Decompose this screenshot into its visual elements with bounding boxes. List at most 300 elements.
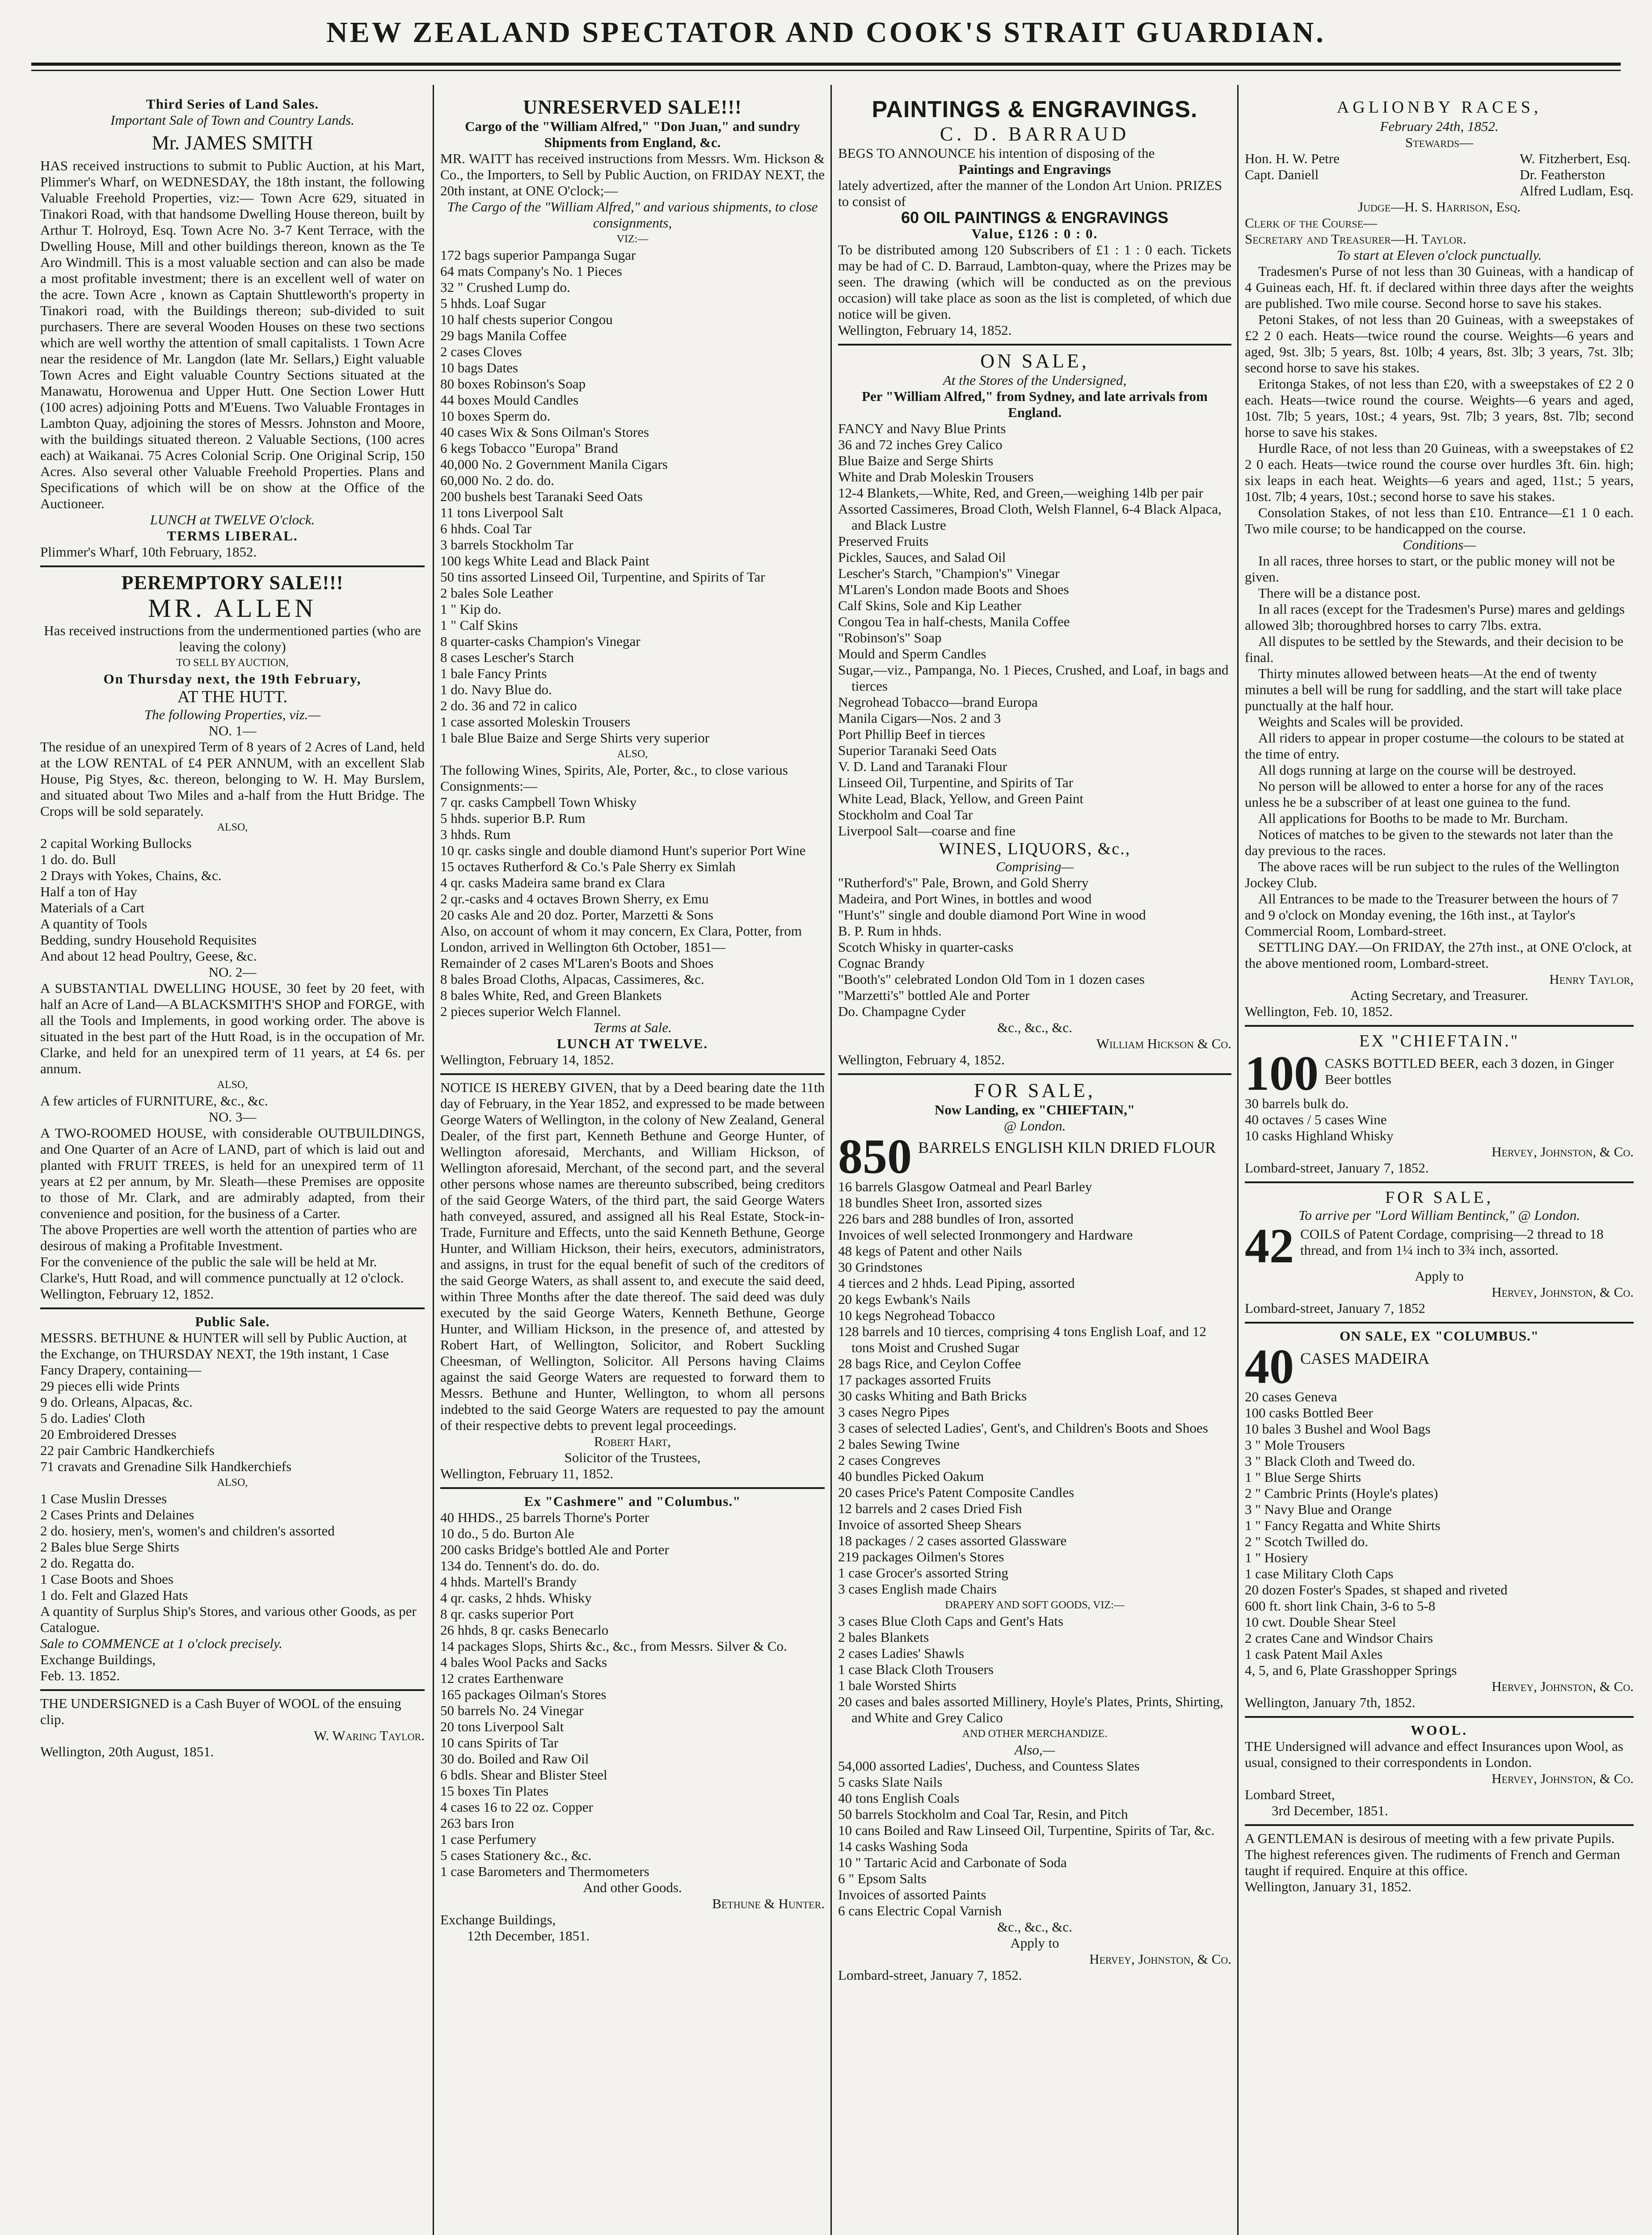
notice-sig: Robert Hart, xyxy=(594,1434,671,1449)
masthead: NEW ZEALAND SPECTATOR AND COOK'S STRAIT GUARDIAN. xyxy=(326,16,1326,49)
columbus-number: 40 xyxy=(1245,1344,1294,1389)
list-item: 7 qr. casks Campbell Town Whisky xyxy=(440,794,637,810)
wines-sig: William Hickson & Co. xyxy=(1096,1036,1231,1051)
column-4 xyxy=(1245,96,1634,2235)
list-item: White Lead, Black, Yellow, and Green Paint xyxy=(838,791,1083,806)
list-item: 3 " Black Cloth and Tweed do. xyxy=(1245,1453,1415,1469)
wool-place: Lombard Street, xyxy=(1245,1787,1335,1802)
list-item: 6 bdls. Shear and Blister Steel xyxy=(440,1767,607,1783)
cashmere-place: Exchange Buildings, xyxy=(440,1912,556,1927)
other-merch: AND OTHER MERCHANDIZE. xyxy=(962,1728,1108,1740)
races-judge: Judge—H. S. Harrison, Esq. xyxy=(1357,199,1521,215)
list-item: 50 tins assorted Linseed Oil, Turpentine, and Spirits of Tar xyxy=(440,569,765,585)
wool-buyer-date: Wellington, 20th August, 1851. xyxy=(40,1744,214,1759)
list-item: 40 octaves / 5 cases Wine xyxy=(1245,1112,1387,1127)
list-item: 8 qr. casks superior Port xyxy=(440,1606,574,1622)
land-body: HAS received instructions to submit to Public Auction, at his Mart, Plimmer's Wharf, on WEDNESDAY, the 18th instant, the following Valuable Freehold Properties, viz:— Town Acre 629, situated in Tinakori Road, with that handsome Dwelling House thereon, built by Arthur T. Holroyd, Esq. Town Acre No. 3-7 Kent Terrace, with the Dwelling House, Mill and other buildings thereon, known as the Te Aro Windmill. This is a most valuable section and can also be made a most profitable investment; there is an excellent well of water on the acre. Town Acre , known as Captain Shuttleworth's property in Tinakori road, with the Buildings thereon; sub-divided to suit purchasers. There are several Wooden Houses on these two sections which are well worthy the attention of small capitalists. 1 Town Acre near the residence of Mr. Langdon (late Mr. Sellars,) Eight valuable Town Acres and Eight valuable Country Sections situated at the Manawatu, Horowenua and Upper Hutt. One Section Lower Hutt (100 acres) adjoining Potts and M'Euens. Two Valuable Frontages in Lambton Quay, adjoining the stores of Messrs. Johnston and Moore, with the buildings situated thereon. 2 Valuable Sections, (100 acres each) at Waikanai. 75 Acres Colonial Scrip. One Original Scrip, 150 Acres. Also several other Valuable Freehold Properties. Plans and Specifications of which will be on show at the Office of the Auctioneer. xyxy=(40,158,425,511)
unreserved-date: Wellington, February 14, 1852. xyxy=(440,1052,614,1067)
chief-date: Lombard-street, January 7, 1852. xyxy=(1245,1160,1429,1176)
list-item: 4 hhds. Martell's Brandy xyxy=(440,1574,577,1590)
also-items xyxy=(838,1758,1231,1935)
list-item: "Rutherford's" Pale, Brown, and Gold Sherry xyxy=(838,875,1089,890)
public-date: Feb. 13. 1852. xyxy=(40,1668,120,1683)
wool-advance-ad xyxy=(1245,1722,1634,1819)
list-item: 22 pair Cambric Handkerchiefs xyxy=(40,1442,215,1458)
list-item: 5 hhds. superior B.P. Rum xyxy=(440,810,586,826)
list-item: 6 " Epsom Salts xyxy=(838,1871,927,1886)
list-item: 20 tons Liverpool Salt xyxy=(440,1719,564,1734)
list-item: 12-4 Blankets,—White, Red, and Green,—weighing 14lb per pair xyxy=(838,485,1203,501)
aglionby-races-ad xyxy=(1245,96,1634,1020)
peremptory-no2-body: A SUBSTANTIAL DWELLING HOUSE, 30 feet by 20 feet, with half an Acre of Land—A BLACKSMITH'S SHOP and FORGE, with all the Tools and Implements, in good working order. The above is situated in the best part of the Hutt Road, is in the occupation of Mr. Clarke, and held for an unexpired term of 11 years, at £4 6s. per annum. xyxy=(40,980,425,1076)
list-item: 40 HHDS., 25 barrels Thorne's Porter xyxy=(440,1510,649,1525)
bentinck-date: Lombard-street, January 7, 1852 xyxy=(1245,1300,1425,1316)
wines-date: Wellington, February 4, 1852. xyxy=(838,1052,1005,1067)
list-item: 200 bushels best Taranaki Seed Oats xyxy=(440,489,643,504)
wool-buyer-sig: W. Waring Taylor. xyxy=(314,1728,425,1743)
list-item: 15 boxes Tin Plates xyxy=(440,1783,549,1799)
land-date: Plimmer's Wharf, 10th February, 1852. xyxy=(40,544,257,560)
list-item: 1 " Hosiery xyxy=(1245,1550,1308,1565)
forsale-sig: Hervey, Johnston, & Co. xyxy=(1089,1951,1231,1967)
list-item: A quantity of Tools xyxy=(40,916,148,932)
wool-title: WOOL. xyxy=(1411,1722,1468,1738)
list-item: 2 crates Cane and Windsor Chairs xyxy=(1245,1630,1433,1646)
land-terms: TERMS LIBERAL. xyxy=(167,528,298,544)
paintings-body2: Paintings and Engravings xyxy=(958,161,1111,177)
list-item: 32 " Crushed Lump do. xyxy=(440,279,570,295)
list-item: 54,000 assorted Ladies', Duchess, and Countess Slates xyxy=(838,1758,1140,1774)
list-item: 71 cravats and Grenadine Silk Handkerchiefs xyxy=(40,1459,292,1474)
columbus-ad xyxy=(1245,1328,1634,1711)
cashmere-sig: Bethune & Hunter. xyxy=(712,1896,825,1911)
races-clerk: Clerk of the Course— xyxy=(1245,215,1378,231)
column-2 xyxy=(440,96,825,2235)
list-item: 12 crates Earthenware xyxy=(440,1670,564,1686)
list-item: Scotch Whisky in quarter-casks xyxy=(838,939,1014,955)
paintings-title: PAINTINGS & ENGRAVINGS. xyxy=(872,97,1198,122)
race-entry: Eritonga Stakes, of not less than £20, with a sweepstakes of £2 2 0 each. Heats—twice round the course. Weights—6 years and aged, 10st. 7lb; 5 years, 10st.; 4 years, 9st. 7lb; 3 years, 8st. 7lb; second horse to save his stakes. xyxy=(1245,376,1634,440)
unreserved-wines xyxy=(440,794,825,923)
list-item: 3 " Mole Trousers xyxy=(1245,1437,1345,1453)
unreserved-sale-ad xyxy=(440,96,825,1068)
condition: Weights and Scales will be provided. xyxy=(1258,714,1463,730)
list-item: 20 dozen Foster's Spades, st shaped and riveted xyxy=(1245,1582,1508,1598)
list-item: Stockholm and Coal Tar xyxy=(838,807,973,822)
list-item: 60,000 No. 2 do. do. xyxy=(440,472,554,488)
list-item: 3 hhds. Rum xyxy=(440,827,511,842)
list-item: 50 barrels Stockholm and Coal Tar, Resin, and Pitch xyxy=(838,1806,1128,1822)
masthead-rule-top xyxy=(31,63,1621,66)
cashmere-title: Ex "Cashmere" and "Columbus." xyxy=(524,1493,741,1509)
bentinck-lead-row xyxy=(1245,1223,1634,1268)
list-item: Invoices of assorted Paints xyxy=(838,1887,986,1902)
wines-items xyxy=(838,875,1231,1036)
peremptory-furniture: A few articles of FURNITURE, &c., &c. xyxy=(40,1093,268,1109)
list-item: 1 case Barometers and Thermometers xyxy=(440,1864,649,1879)
list-item: 10 qr. casks single and double diamond Hunt's superior Port Wine xyxy=(440,843,806,858)
steward-name: Alfred Ludlam, Esq. xyxy=(1520,183,1634,198)
forsale-lead: BARRELS ENGLISH KILN DRIED FLOUR xyxy=(918,1139,1216,1156)
list-item: 10 cwt. Double Shear Steel xyxy=(1245,1614,1396,1630)
list-item: "Marzetti's" bottled Ale and Porter xyxy=(838,987,1030,1003)
list-item: ALSO, xyxy=(217,1477,248,1489)
steward-name: Hon. H. W. Petre xyxy=(1245,151,1340,166)
chieftain-beer-ad xyxy=(1245,1031,1634,1176)
list-item: 20 cases Geneva xyxy=(1245,1389,1337,1404)
list-item: 10 bales 3 Bushel and Wool Bags xyxy=(1245,1421,1431,1437)
list-item: 3 cases English made Chairs xyxy=(838,1581,997,1597)
public-place: Exchange Buildings, xyxy=(40,1652,156,1667)
on-sale-per: Per "William Alfred," from Sydney, and late arrivals from England. xyxy=(862,388,1208,420)
list-item: 2 capital Working Bullocks xyxy=(40,835,192,851)
list-item: 1 case Black Cloth Trousers xyxy=(838,1661,994,1677)
conditions-list xyxy=(1245,553,1634,971)
list-item: 263 bars Iron xyxy=(440,1815,514,1831)
list-item: 29 pieces elli wide Prints xyxy=(40,1378,180,1394)
list-item: 1 Case Muslin Dresses xyxy=(40,1491,167,1506)
list-item: 1 case Grocer's assorted String xyxy=(838,1565,1008,1581)
races-date: February 24th, 1852. xyxy=(1380,118,1499,134)
paintings-body3: lately advertized, after the manner of the London Art Union. PRIZES to consist of xyxy=(838,177,1222,209)
also-heading: Also,— xyxy=(1014,1742,1055,1758)
list-item: "Robinson's" Soap xyxy=(838,630,942,645)
cashmere-other: And other Goods. xyxy=(583,1880,682,1895)
separator xyxy=(40,565,425,567)
list-item: 30 casks Whiting and Bath Bricks xyxy=(838,1388,1027,1404)
races-title: AGLIONBY RACES, xyxy=(1336,98,1542,117)
bentinck-apply: Apply to xyxy=(1415,1268,1464,1284)
public-title: Public Sale. xyxy=(195,1314,270,1329)
peremptory-to-sell: TO SELL BY AUCTION, xyxy=(176,657,289,669)
list-item: 100 kegs White Lead and Black Paint xyxy=(440,553,649,569)
drapery-heading: DRAPERY AND SOFT GOODS, VIZ:— xyxy=(945,1599,1125,1611)
list-item: 5 hhds. Loaf Sugar xyxy=(440,295,546,311)
wool-buyer-ad xyxy=(40,1695,425,1760)
list-item: &c., &c., &c. xyxy=(997,1020,1072,1035)
land-subheading: Important Sale of Town and Country Lands. xyxy=(110,112,354,128)
gentleman-body: A GENTLEMAN is desirous of meeting with a few private Pupils. The highest references given. The rudiments of French and German taught if required. Enquire at this office. xyxy=(1245,1830,1620,1878)
list-item: 10 " Tartaric Acid and Carbonate of Soda xyxy=(838,1855,1067,1870)
list-item: Congou Tea in half-chests, Manila Coffee xyxy=(838,614,1070,629)
column-divider-2 xyxy=(830,85,832,2235)
list-item: 2 bales Sole Leather xyxy=(440,585,553,601)
list-item: 3 cases Blue Cloth Caps and Gent's Hats xyxy=(838,1613,1064,1629)
list-item: Assorted Cassimeres, Broad Cloth, Welsh Flannel, 6-4 Black Alpaca, and Black Lustre xyxy=(838,501,1222,533)
land-lunch: LUNCH at TWELVE O'clock. xyxy=(150,512,315,527)
race-entry: Tradesmen's Purse of not less than 30 Guineas, with a handicap of 4 Guineas each, Hf. ft. if declared within three days after the weights are published. Two mile course. Second horse to save his stakes. xyxy=(1245,263,1634,311)
list-item: 40 bundles Picked Oakum xyxy=(838,1468,984,1484)
chief-title: EX "CHIEFTAIN." xyxy=(1359,1032,1520,1050)
list-item: 226 bars and 288 bundles of Iron, assorted xyxy=(838,1211,1074,1227)
list-item: 8 bales Broad Cloths, Alpacas, Cassimeres, &c. xyxy=(440,971,704,987)
list-item: Preserved Fruits xyxy=(838,533,929,549)
peremptory-title: PEREMPTORY SALE!!! xyxy=(121,572,344,594)
gentleman-ad xyxy=(1245,1830,1634,1895)
list-item: 2 cases Ladies' Shawls xyxy=(838,1645,964,1661)
list-item: 134 do. Tennent's do. do. do. xyxy=(440,1558,600,1573)
public-end: A quantity of Surplus Ship's Stores, and various other Goods, as per Catalogue. xyxy=(40,1603,417,1635)
list-item: M'Laren's London made Boots and Shoes xyxy=(838,582,1069,597)
list-item: 2 cases Congreves xyxy=(838,1452,940,1468)
race-entry: Consolation Stakes, of not less than £10. Entrance—£1 1 0 each. Two mile course; to be handicapped on the course. xyxy=(1245,505,1634,536)
list-item: 29 bags Manila Coffee xyxy=(440,328,567,343)
column-divider-1 xyxy=(433,85,434,2235)
wool-buyer-body: THE UNDERSIGNED is a Cash Buyer of WOOL of the ensuing clip. xyxy=(40,1695,401,1727)
list-item: 64 mats Company's No. 1 Pieces xyxy=(440,263,622,279)
list-item: 18 packages / 2 cases assorted Glassware xyxy=(838,1533,1067,1548)
list-item: 6 hhds. Coal Tar xyxy=(440,521,531,536)
list-item: 5 casks Slate Nails xyxy=(838,1774,943,1790)
list-item: Bedding, sundry Household Requisites xyxy=(40,932,257,948)
list-item: 6 kegs Tobacco "Europa" Brand xyxy=(440,440,618,456)
columbus-date: Wellington, January 7th, 1852. xyxy=(1245,1695,1416,1710)
list-item: Do. Champagne Cyder xyxy=(838,1004,965,1019)
public-body: MESSRS. BETHUNE & HUNTER will sell by Public Auction, at the Exchange, on THURSDAY NEXT, the 19th instant, 1 Case Fancy Drapery, containing— xyxy=(40,1330,407,1378)
list-item: 2 " Scotch Twilled do. xyxy=(1245,1534,1368,1549)
list-item: 50 barrels No. 24 Vinegar xyxy=(440,1703,584,1718)
paintings-body1: BEGS TO ANNOUNCE his intention of disposing of the xyxy=(838,145,1155,161)
list-item: Mould and Sperm Candles xyxy=(838,646,986,662)
steward-name: Capt. Daniell xyxy=(1245,167,1319,182)
list-item: 1 " Calf Skins xyxy=(440,617,518,633)
unreserved-wines-intro: The following Wines, Spirits, Ale, Porter, &c., to close various Consignments:— xyxy=(440,762,788,794)
peremptory-no3: NO. 3— xyxy=(208,1109,257,1125)
bentinck-lead: COILS of Patent Cordage, comprising—2 thread to 18 thread, and from 1¼ inch to 3¾ inch, assorted. xyxy=(1300,1226,1604,1258)
separator xyxy=(838,344,1231,346)
public-commence: Sale to COMMENCE at 1 o'clock precisely. xyxy=(40,1636,282,1651)
condition: SETTLING DAY.—On FRIDAY, the 27th inst., at ONE O'clock, at the above mentioned room, Lombard-street. xyxy=(1245,939,1632,971)
columbus-title: ON SALE, EX "COLUMBUS." xyxy=(1340,1328,1539,1344)
list-item: 14 casks Washing Soda xyxy=(838,1839,968,1854)
list-item: 40 cases Wix & Sons Oilman's Stores xyxy=(440,424,649,440)
list-item: V. D. Land and Taranaki Flour xyxy=(838,759,1007,774)
list-item: 2 pieces superior Welch Flannel. xyxy=(440,1004,621,1019)
unreserved-lunch: LUNCH AT TWELVE. xyxy=(556,1036,708,1051)
bentinck-number: 42 xyxy=(1245,1223,1294,1268)
list-item: 1 " Fancy Regatta and White Shirts xyxy=(1245,1518,1441,1533)
list-item: 44 boxes Mould Candles xyxy=(440,392,579,408)
peremptory-convenience: For the convenience of the public the sale will be held at Mr. Clarke's, Hutt Road, and will commence punctually at 12 o'clock. xyxy=(40,1254,404,1286)
paintings-body4: To be distributed among 120 Subscribers of £1 : 1 : 0 each. Tickets may be had of C. D. Barraud, Lambton-quay, where the Prizes may be seen. The drawing (which will be conducted as on the previous occasion) will take place as soon as the list is completed, of which due notice will be given. xyxy=(838,242,1231,322)
unreserved-sub: Cargo of the "William Alfred," "Don Juan," and sundry Shipments from England, &c. xyxy=(465,118,800,150)
list-item: FANCY and Navy Blue Prints xyxy=(838,421,1006,436)
condition: All applications for Booths to be made to Mr. Burcham. xyxy=(1258,810,1568,826)
list-item: 1 cask Patent Mail Axles xyxy=(1245,1646,1383,1662)
list-item: 40 tons English Coals xyxy=(838,1790,960,1806)
wines-title: WINES, LIQUORS, &c., xyxy=(939,839,1131,858)
list-item: 1 " Blue Serge Shirts xyxy=(1245,1469,1361,1485)
list-item: 8 quarter-casks Champion's Vinegar xyxy=(440,633,641,649)
cashmere-items xyxy=(440,1510,825,1880)
peremptory-attention: The above Properties are well worth the attention of parties who are desirous of making a Profitable Investment. xyxy=(40,1222,417,1253)
column-1 xyxy=(40,96,425,2235)
list-item: 15 octaves Rutherford & Co.'s Pale Sherry ex Simlah xyxy=(440,859,736,874)
unreserved-viz: VIZ:— xyxy=(616,233,649,245)
list-item: 1 bale Blue Baize and Serge Shirts very superior xyxy=(440,730,710,746)
notice-ad xyxy=(440,1080,825,1482)
races-stewards: Stewards— xyxy=(1405,135,1474,150)
list-item: 20 Embroidered Dresses xyxy=(40,1426,177,1442)
peremptory-also: ALSO, xyxy=(217,822,248,833)
list-item: 30 barrels bulk do. xyxy=(1245,1096,1349,1111)
list-item: 1 case Perfumery xyxy=(440,1831,537,1847)
list-item: Manila Cigars—Nos. 2 and 3 xyxy=(838,710,1001,726)
list-item: 4 cases 16 to 22 oz. Copper xyxy=(440,1799,593,1815)
list-item: 1 " Kip do. xyxy=(440,601,502,617)
list-item: 11 tons Liverpool Salt xyxy=(440,505,564,520)
cashmere-ad xyxy=(440,1493,825,1944)
list-item: 5 do. Ladies' Cloth xyxy=(40,1410,145,1426)
list-item: 3 " Navy Blue and Orange xyxy=(1245,1501,1392,1517)
race-entry: Petoni Stakes, of not less than 20 Guineas, with a sweepstakes of £2 2 0 each. Heats—twice round the course. Weights—6 years and aged, 9st. 3lb; 5 years, 8st. 10lb; 4 years, 8st. 3lb; 3 years, 7st. 3lb; second horse to save his stakes. xyxy=(1245,312,1634,375)
list-item: Invoices of well selected Ironmongery and Hardware xyxy=(838,1227,1133,1243)
condition: Notices of matches to be given to the stewards not later than the day previous to the races. xyxy=(1245,827,1613,858)
races-sig: Henry Taylor, xyxy=(1549,971,1634,987)
race-entry: Hurdle Race, of not less than 20 Guineas, with a sweepstakes of £2 2 0 each. Heats—twice round the course over hurdles 3ft. 6in. high; six leaps in each heat. Weights—6 years and aged, 11st.; 5 years, 10st. 7lb; 4 years, 10st.; second horse to save his stakes. xyxy=(1245,440,1634,504)
condition: All dogs running at large on the course will be destroyed. xyxy=(1258,762,1576,778)
list-item: Sugar,—viz., Pampanga, No. 1 Pieces, Crushed, and Loaf, in bags and tierces xyxy=(838,662,1229,694)
list-item: 1 do. Felt and Glazed Hats xyxy=(40,1587,188,1603)
list-item: Lescher's Starch, "Champion's" Vinegar xyxy=(838,565,1060,581)
list-item: 128 barrels and 10 tierces, comprising 4 tons English Loaf, and 12 tons Moist and Crushed Sugar xyxy=(838,1324,1206,1355)
list-item: 200 casks Bridge's bottled Ale and Porter xyxy=(440,1542,669,1557)
list-item: Madeira, and Port Wines, in bottles and wood xyxy=(838,891,1092,907)
condition: In all races, three horses to start, or the public money will not be given. xyxy=(1245,553,1615,585)
condition: The above races will be run subject to the rules of the Wellington Jockey Club. xyxy=(1245,859,1619,890)
races-secretary: Secretary and Treasurer—H. Taylor. xyxy=(1245,231,1467,247)
condition: In all races (except for the Tradesmen's Purse) mares and geldings allowed 3lb; thoroughbred horses to carry 7lbs. extra. xyxy=(1245,601,1625,633)
list-item: 36 and 72 inches Grey Calico xyxy=(838,437,1003,452)
list-item: 20 cases and bales assorted Millinery, Hoyle's Plates, Prints, Shirting, and White and Grey Calico xyxy=(838,1694,1223,1725)
list-item: 3 cases Negro Pipes xyxy=(838,1404,949,1420)
wool-body: THE Undersigned will advance and effect Insurances upon Wool, as usual, consigned to their correspondents in London. xyxy=(1245,1738,1623,1770)
condition: No person will be allowed to enter a horse for any of the races unless he be a subscriber of at least one guinea to the fund. xyxy=(1245,778,1604,810)
condition: All disputes to be settled by the Stewards, and their decision to be final. xyxy=(1245,633,1624,665)
list-item: White and Drab Moleskin Trousers xyxy=(838,469,1034,485)
list-item: 3 cases of selected Ladies', Gent's, and Children's Boots and Shoes xyxy=(838,1420,1208,1436)
on-sale-ad xyxy=(838,350,1231,1068)
stewards-left xyxy=(1245,151,1340,199)
condition: There will be a distance post. xyxy=(1258,585,1421,601)
unreserved-cargo: The Cargo of the "William Alfred," and various shipments, to close consignments, xyxy=(447,199,818,231)
forsale-items xyxy=(838,1179,1231,1597)
list-item: 2 qr.-casks and 4 octaves Brown Sherry, ex Emu xyxy=(440,891,709,907)
list-item: 2 do. Regatta do. xyxy=(40,1555,135,1571)
list-item: 30 do. Boiled and Raw Oil xyxy=(440,1751,589,1767)
list-item: 26 hhds, 8 qr. casks Benecarlo xyxy=(440,1622,609,1638)
stewards-right xyxy=(1520,151,1634,199)
on-sale-sub: At the Stores of the Undersigned, xyxy=(943,372,1127,388)
bentinck-title: FOR SALE, xyxy=(1385,1188,1493,1207)
paintings-value: Value, £126 : 0 : 0. xyxy=(971,226,1098,241)
list-item: 2 do. 36 and 72 in calico xyxy=(440,698,577,713)
chief-lead-row xyxy=(1245,1051,1634,1096)
list-item: &c., &c., &c. xyxy=(997,1919,1072,1935)
condition: Thirty minutes allowed between heats—At the end of twenty minutes a bell will be rung for saddling, and the start will take place punctually at the half hour. xyxy=(1245,666,1622,713)
separator xyxy=(440,1073,825,1075)
bentinck-sub: To arrive per "Lord William Bentinck," @ London. xyxy=(1298,1207,1580,1223)
list-item: 2 cases Cloves xyxy=(440,344,522,359)
wool-sig: Hervey, Johnston, & Co. xyxy=(1492,1771,1634,1786)
list-item: 10 do., 5 do. Burton Ale xyxy=(440,1526,574,1541)
unreserved-terms: Terms at Sale. xyxy=(593,1020,672,1035)
peremptory-following: The following Properties, viz.— xyxy=(144,707,321,722)
list-item: 4, 5, and 6, Plate Grasshopper Springs xyxy=(1245,1662,1457,1678)
separator xyxy=(1245,1824,1634,1826)
columbus-lead: CASES MADEIRA xyxy=(1300,1349,1430,1367)
peremptory-no1: NO. 1— xyxy=(208,723,257,738)
chief-sig: Hervey, Johnston, & Co. xyxy=(1492,1144,1634,1160)
separator xyxy=(40,1689,425,1691)
list-item: 2 do. hosiery, men's, women's and children's assorted xyxy=(40,1523,335,1539)
peremptory-no3-body: A TWO-ROOMED HOUSE, with considerable OUTBUILDINGS, and One Quarter of an Acre of LAND, part of which is laid out and planted with FRUIT TREES, is held for an unexpired term of 11 years at £2 per annum, by Mr. Sleath—these Premises are opposite to those of Mr. Clark, and are admirably adapted, from their convenience and position, for the business of a Carter. xyxy=(40,1125,425,1221)
forsale-sub: Now Landing, ex "CHIEFTAIN," xyxy=(934,1102,1135,1118)
list-item: 4 qr. casks, 2 hhds. Whisky xyxy=(440,1590,592,1606)
cashmere-date: 12th December, 1851. xyxy=(467,1928,590,1944)
list-item: 1 bale Fancy Prints xyxy=(440,666,547,681)
races-start: To start at Eleven o'clock punctually. xyxy=(1336,247,1542,263)
list-item: 6 cans Electric Copal Varnish xyxy=(838,1903,1002,1919)
list-item: 10 boxes Sperm do. xyxy=(440,408,551,424)
public-items xyxy=(40,1378,425,1603)
notice-date: Wellington, February 11, 1852. xyxy=(440,1466,614,1481)
list-item: 1 do. do. Bull xyxy=(40,852,116,867)
list-item: 2 " Cambric Prints (Hoyle's plates) xyxy=(1245,1485,1438,1501)
unreserved-also: ALSO, xyxy=(617,748,648,760)
paintings-date: Wellington, February 14, 1852. xyxy=(838,322,1012,338)
list-item: 165 packages Oilman's Stores xyxy=(440,1687,607,1702)
chieftain-flour-ad xyxy=(838,1080,1231,1983)
peremptory-no2: NO. 2— xyxy=(208,964,257,980)
list-item: 30 Grindstones xyxy=(838,1259,923,1275)
public-sale-ad xyxy=(40,1314,425,1684)
columbus-items xyxy=(1245,1389,1634,1678)
gentleman-date: Wellington, January 31, 1852. xyxy=(1245,1879,1412,1894)
separator xyxy=(1245,1322,1634,1324)
list-item: "Hunt's" single and double diamond Port Wine in wood xyxy=(838,907,1146,923)
list-item: 10 bags Dates xyxy=(440,360,518,375)
list-item: 20 kegs Ewbank's Nails xyxy=(838,1291,970,1307)
forsale-date: Lombard-street, January 7, 1852. xyxy=(838,1967,1022,1983)
list-item: 28 bags Rice, and Ceylon Coffee xyxy=(838,1356,1021,1371)
list-item: Superior Taranaki Seed Oats xyxy=(838,742,997,758)
unreserved-clara-items xyxy=(440,955,825,1020)
separator xyxy=(440,1487,825,1489)
list-item: 1 case Military Cloth Caps xyxy=(1245,1566,1394,1581)
list-item: 10 kegs Negrohead Tobacco xyxy=(838,1307,995,1323)
peremptory-items xyxy=(40,835,425,964)
list-item: Materials of a Cart xyxy=(40,900,145,915)
separator xyxy=(838,1073,1231,1075)
list-item: 4 tierces and 2 hhds. Lead Piping, assorted xyxy=(838,1275,1075,1291)
column-divider-3 xyxy=(1237,85,1239,2235)
list-item: 2 bales Sewing Twine xyxy=(838,1436,960,1452)
forsale-number: 850 xyxy=(838,1134,912,1179)
masthead-rule-bottom xyxy=(31,70,1621,71)
stewards-list xyxy=(1245,151,1634,199)
list-item: 17 packages assorted Fruits xyxy=(838,1372,991,1387)
list-item: 2 bales Blankets xyxy=(838,1629,929,1645)
bentinck-sig: Hervey, Johnston, & Co. xyxy=(1492,1284,1634,1300)
peremptory-no1-body: The residue of an unexpired Term of 8 years of 2 Acres of Land, held at the LOW RENTAL of £4 PER ANNUM, with an excellent Slab House, Pig Styes, &c. thereon, belonging to W. H. May Burslem, and situated about Two Miles and a-half from the Hutt Bridge. The Crops will be sold separately. xyxy=(40,739,425,819)
peremptory-also2: ALSO, xyxy=(217,1079,248,1091)
forsale-from: @ London. xyxy=(1003,1118,1066,1134)
list-item: 14 packages Slops, Shirts &c., &c., from Messrs. Silver & Co. xyxy=(440,1638,787,1654)
list-item: 1 do. Navy Blue do. xyxy=(440,682,552,697)
list-item: 10 cans Spirits of Tar xyxy=(440,1735,559,1750)
list-item: And about 12 head Poultry, Geese, &c. xyxy=(40,948,257,964)
